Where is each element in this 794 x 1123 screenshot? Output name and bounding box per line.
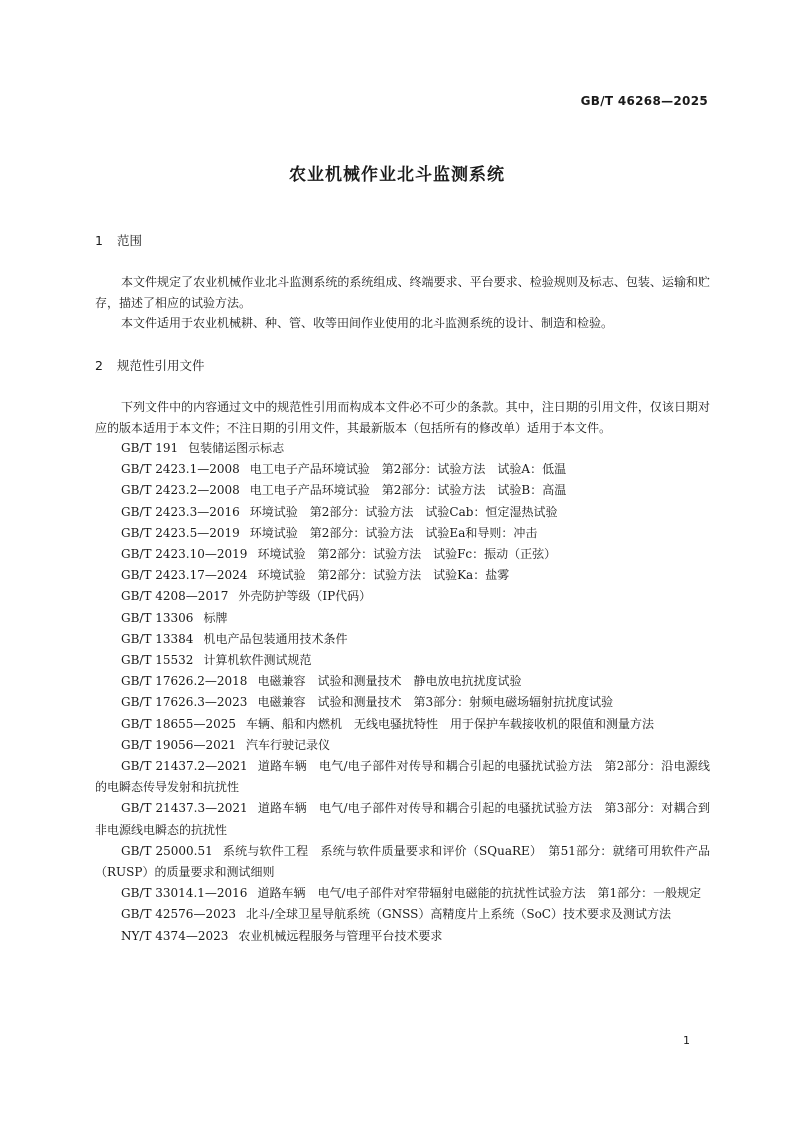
reference-title: 电工电子产品环境试验 第2部分：试验方法 试验A：低温 (249, 462, 567, 477)
reference-title: 环境试验 第2部分：试验方法 试验Ka：盐雾 (257, 568, 510, 583)
reference-title: 农业机械远程服务与管理平台技术要求 (238, 928, 443, 943)
reference-title: 汽车行驶记录仪 (245, 737, 330, 752)
section-heading-text: 范围 (117, 233, 143, 248)
section-number: 2 (95, 358, 103, 373)
reference-item (95, 692, 710, 713)
references-intro: 下列文件中的内容通过文中的规范性引用而构成本文件必不可少的条款。其中，注日期的引用文件，仅该日期对应的版本适用于本文件；不注日期的引用文件，其最新版本（包括所有的修改单）适用于本文件。 (95, 400, 710, 435)
reference-item (95, 735, 710, 756)
reference-code: GB/T 21437.3—2021 (121, 801, 248, 816)
reference-code: GB/T 25000.51 (121, 843, 213, 858)
reference-title: 外壳防护等级（IP代码） (238, 589, 372, 604)
reference-code: GB/T 33014.1—2016 (121, 886, 248, 901)
reference-code: GB/T 13384 (121, 631, 194, 646)
section-heading (95, 232, 710, 250)
reference-title: 环境试验 第2部分：试验方法 试验Ea和导则：冲击 (249, 525, 538, 540)
reference-item (95, 650, 710, 671)
reference-code: GB/T 21437.2—2021 (121, 759, 248, 774)
reference-title: 包装储运图示标志 (188, 441, 285, 455)
reference-code: GB/T 17626.2—2018 (121, 674, 248, 689)
reference-code: GB/T 4208—2017 (121, 589, 229, 604)
reference-item (95, 841, 710, 883)
reference-title: 机电产品包装通用技术条件 (203, 631, 348, 646)
reference-code: GB/T 2423.1—2008 (121, 462, 240, 477)
section-scope (95, 232, 710, 334)
reference-title: 道路车辆 电气/电子部件对传导和耦合引起的电骚扰试验方法 第2部分：沿电源线的电瞬态传导发射和抗扰性 (95, 759, 710, 795)
reference-code: GB/T 18655—2025 (121, 716, 236, 731)
reference-list (95, 438, 710, 947)
reference-item (95, 756, 710, 798)
reference-title: 电工电子产品环境试验 第2部分：试验方法 试验B：高温 (249, 483, 567, 498)
reference-code: GB/T 19056—2021 (121, 737, 236, 752)
reference-title: 电磁兼容 试验和测量技术 第3部分：射频电磁场辐射抗扰度试验 (257, 695, 614, 710)
reference-code: GB/T 17626.3—2023 (121, 695, 248, 710)
reference-title: 环境试验 第2部分：试验方法 试验Fc：振动（正弦） (257, 547, 557, 562)
reference-code: GB/T 191 (121, 441, 179, 455)
reference-item (95, 480, 710, 501)
reference-code: GB/T 2423.5—2019 (121, 525, 240, 540)
section-heading-text: 规范性引用文件 (117, 358, 205, 373)
reference-code: GB/T 13306 (121, 610, 194, 625)
page-number: 1 (683, 1034, 690, 1047)
reference-title: 计算机软件测试规范 (203, 653, 312, 668)
reference-item (95, 523, 710, 544)
reference-title: 系统与软件工程 系统与软件质量要求和评价（SQuaRE） 第51部分：就绪可用软件产品（RUSP）的质量要求和测试细则 (95, 843, 711, 880)
reference-code: GB/T 2423.17—2024 (121, 568, 248, 583)
reference-item (95, 544, 710, 565)
reference-item (95, 798, 710, 840)
reference-title: 标牌 (203, 610, 228, 625)
reference-code: GB/T 2423.3—2016 (121, 504, 240, 519)
reference-title: 道路车辆 电气/电子部件对传导和耦合引起的电骚扰试验方法 第3部分：对耦合到非电源线电瞬态的抗扰性 (95, 801, 710, 837)
document-title: 农业机械作业北斗监测系统 (289, 165, 505, 185)
reference-item (95, 459, 710, 480)
reference-title: 北斗/全球卫星导航系统（GNSS）高精度片上系统（SoC）技术要求及测试方法 (245, 907, 671, 922)
reference-code: GB/T 2423.10—2019 (121, 547, 248, 562)
reference-item (95, 714, 710, 735)
scope-paragraph: 本文件适用于农业机械耕、种、管、收等田间作业使用的北斗监测系统的设计、制造和检验。 (121, 316, 614, 330)
reference-item (95, 438, 710, 459)
section-number: 1 (95, 233, 103, 248)
reference-item (95, 629, 710, 650)
reference-title: 电磁兼容 试验和测量技术 静电放电抗扰度试验 (257, 674, 522, 689)
reference-item (95, 502, 710, 523)
reference-item (95, 565, 710, 586)
reference-code: GB/T 2423.2—2008 (121, 483, 240, 498)
reference-title: 车辆、船和内燃机 无线电骚扰特性 用于保护车载接收机的限值和测量方法 (245, 716, 654, 731)
scope-paragraph: 本文件规定了农业机械作业北斗监测系统的系统组成、终端要求、平台要求、检验规则及标志、包装、运输和贮存，描述了相应的试验方法。 (95, 275, 710, 310)
reference-title: 环境试验 第2部分：试验方法 试验Cab：恒定湿热试验 (249, 504, 558, 519)
reference-code: GB/T 42576—2023 (121, 907, 236, 922)
reference-item (95, 926, 710, 947)
section-normative-references (95, 357, 710, 947)
reference-item (95, 608, 710, 629)
reference-item (95, 904, 710, 925)
reference-item (95, 586, 710, 607)
reference-item (95, 883, 710, 904)
reference-title: 道路车辆 电气/电子部件对窄带辐射电磁能的抗扰性试验方法 第1部分：一般规定 (257, 886, 702, 901)
reference-item (95, 671, 710, 692)
section-heading (95, 357, 710, 375)
standard-code: GB/T 46268—2025 (580, 94, 708, 108)
reference-code: GB/T 15532 (121, 653, 194, 668)
reference-code: NY/T 4374—2023 (121, 928, 229, 943)
